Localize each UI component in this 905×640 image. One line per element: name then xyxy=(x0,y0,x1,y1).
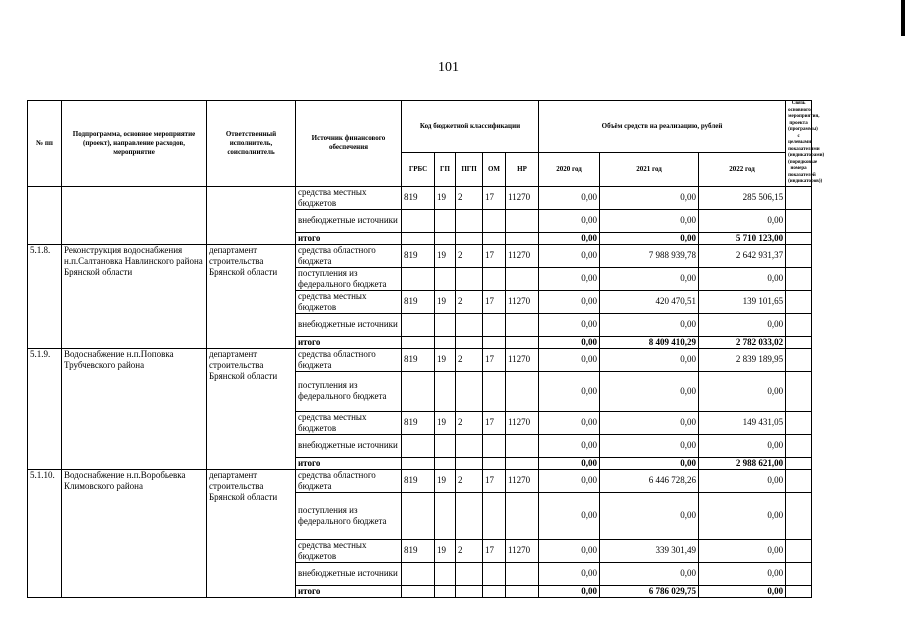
cell-y2022: 2 782 033,02 xyxy=(699,336,786,348)
header-2021: 2021 год xyxy=(600,153,699,186)
cell-y2021: 0,00 xyxy=(600,411,699,434)
cell-y2021: 0,00 xyxy=(600,457,699,469)
header-source: Источник финансового обеспечения xyxy=(296,101,402,187)
cell-y2020: 0,00 xyxy=(539,336,600,348)
cell-source: средства областного бюджета xyxy=(296,348,402,371)
cell-om xyxy=(483,232,506,244)
cell-link xyxy=(786,313,812,336)
cell-source: внебюджетные источники xyxy=(296,434,402,457)
cell-y2020: 0,00 xyxy=(539,232,600,244)
cell-om: 17 xyxy=(483,348,506,371)
cell-link xyxy=(786,336,812,348)
cell-gp xyxy=(435,232,456,244)
cell-y2021: 0,00 xyxy=(600,492,699,539)
cell-gp xyxy=(435,336,456,348)
cell-source: средства областного бюджета xyxy=(296,469,402,492)
cell-y2021: 6 446 728,26 xyxy=(600,469,699,492)
cell-grbs xyxy=(402,232,435,244)
cell-pgp: 2 xyxy=(456,539,483,562)
cell-nr xyxy=(506,434,539,457)
cell-y2020: 0,00 xyxy=(539,348,600,371)
cell-pgp: 2 xyxy=(456,411,483,434)
header-om: ОМ xyxy=(483,153,506,186)
cell-om xyxy=(483,209,506,232)
header-volume: Объём средств на реализацию, рублей xyxy=(539,101,786,153)
cell-y2021: 7 988 939,78 xyxy=(600,244,699,267)
cell-y2021: 420 470,51 xyxy=(600,290,699,313)
cell-nr xyxy=(506,457,539,469)
cell-nr: 11270 xyxy=(506,469,539,492)
cell-grbs: 819 xyxy=(402,539,435,562)
cell-link xyxy=(786,290,812,313)
cell-pgp: 2 xyxy=(456,244,483,267)
cell-y2021: 0,00 xyxy=(600,313,699,336)
cell-source: внебюджетные источники xyxy=(296,209,402,232)
cell-pgp xyxy=(456,585,483,597)
cell-source: поступления из федерального бюджета xyxy=(296,492,402,539)
cell-gp xyxy=(435,434,456,457)
cell-y2020: 0,00 xyxy=(539,411,600,434)
cell-om xyxy=(483,371,506,411)
header-pgp: ПГП xyxy=(456,153,483,186)
cell-y2022: 0,00 xyxy=(699,209,786,232)
cell-gp: 19 xyxy=(435,411,456,434)
cell-link xyxy=(786,267,812,290)
cell-nr: 11270 xyxy=(506,244,539,267)
cell-y2021: 0,00 xyxy=(600,348,699,371)
cell-nr xyxy=(506,336,539,348)
cell-nr: 11270 xyxy=(506,539,539,562)
cell-nr: 11270 xyxy=(506,186,539,209)
cell-om xyxy=(483,562,506,585)
cell-y2022: 149 431,05 xyxy=(699,411,786,434)
header-gp: ГП xyxy=(435,153,456,186)
cell-y2022: 0,00 xyxy=(699,562,786,585)
cell-nr xyxy=(506,585,539,597)
cell-y2020: 0,00 xyxy=(539,469,600,492)
cell-y2020: 0,00 xyxy=(539,244,600,267)
cell-y2020: 0,00 xyxy=(539,186,600,209)
cell-y2022: 0,00 xyxy=(699,267,786,290)
cell-link xyxy=(786,539,812,562)
cell-gp xyxy=(435,371,456,411)
cell-y2021: 0,00 xyxy=(600,371,699,411)
cell-y2020: 0,00 xyxy=(539,562,600,585)
cell-program: Водоснабжение н.п.Воробьевка Климовского района xyxy=(62,469,207,597)
cell-y2022: 0,00 xyxy=(699,585,786,597)
cell-link xyxy=(786,209,812,232)
cell-om xyxy=(483,457,506,469)
cell-grbs xyxy=(402,371,435,411)
cell-num: 5.1.9. xyxy=(28,348,62,469)
cell-y2021: 0,00 xyxy=(600,186,699,209)
header-num: № пп xyxy=(28,101,62,187)
cell-om: 17 xyxy=(483,186,506,209)
cell-y2020: 0,00 xyxy=(539,371,600,411)
cell-y2021: 6 786 029,75 xyxy=(600,585,699,597)
cell-grbs xyxy=(402,209,435,232)
table-row xyxy=(28,469,812,492)
cell-y2021: 0,00 xyxy=(600,209,699,232)
cell-gp: 19 xyxy=(435,186,456,209)
cell-nr: 11270 xyxy=(506,348,539,371)
cell-link xyxy=(786,411,812,434)
table-body xyxy=(28,186,812,597)
cell-y2020: 0,00 xyxy=(539,539,600,562)
cell-om: 17 xyxy=(483,539,506,562)
cell-pgp xyxy=(456,492,483,539)
cell-om: 17 xyxy=(483,244,506,267)
cell-y2022: 0,00 xyxy=(699,434,786,457)
cell-grbs: 819 xyxy=(402,290,435,313)
cell-y2022: 0,00 xyxy=(699,539,786,562)
cell-source: средства местных бюджетов xyxy=(296,186,402,209)
cell-source: средства местных бюджетов xyxy=(296,411,402,434)
cell-link xyxy=(786,457,812,469)
cell-link xyxy=(786,186,812,209)
cell-pgp xyxy=(456,371,483,411)
header-link: Связь основного мероприятия, проекта (программы) с целевыми показателями (индикаторами) (порядковые номера показателей (индикаторов)) xyxy=(786,101,812,187)
cell-grbs xyxy=(402,336,435,348)
cell-gp: 19 xyxy=(435,539,456,562)
table-row xyxy=(28,244,812,267)
header-budget-code: Код бюджетной классификации xyxy=(402,101,539,153)
cell-source: внебюджетные источники xyxy=(296,562,402,585)
cell-link xyxy=(786,371,812,411)
cell-y2020: 0,00 xyxy=(539,209,600,232)
cell-grbs: 819 xyxy=(402,244,435,267)
cell-y2022: 5 710 123,00 xyxy=(699,232,786,244)
table-row xyxy=(28,348,812,371)
cell-gp xyxy=(435,209,456,232)
cell-executor: департамент строительства Брянской области xyxy=(207,348,296,469)
cell-y2022: 139 101,65 xyxy=(699,290,786,313)
cell-num: 5.1.8. xyxy=(28,244,62,348)
cell-nr xyxy=(506,371,539,411)
cell-nr xyxy=(506,562,539,585)
cell-source: средства областного бюджета xyxy=(296,244,402,267)
cell-grbs xyxy=(402,457,435,469)
cell-nr: 11270 xyxy=(506,290,539,313)
cell-pgp xyxy=(456,209,483,232)
cell-y2020: 0,00 xyxy=(539,313,600,336)
cell-link xyxy=(786,348,812,371)
cell-grbs xyxy=(402,585,435,597)
cell-y2021: 0,00 xyxy=(600,562,699,585)
cell-y2020: 0,00 xyxy=(539,457,600,469)
cell-nr: 11270 xyxy=(506,411,539,434)
cell-executor: департамент строительства Брянской области xyxy=(207,244,296,348)
cell-pgp xyxy=(456,434,483,457)
cell-executor xyxy=(207,186,296,244)
cell-y2022: 2 642 931,37 xyxy=(699,244,786,267)
cell-link xyxy=(786,469,812,492)
cell-pgp xyxy=(456,267,483,290)
cell-source: итого xyxy=(296,585,402,597)
cell-y2022: 0,00 xyxy=(699,313,786,336)
cell-source: поступления из федерального бюджета xyxy=(296,371,402,411)
cell-om xyxy=(483,267,506,290)
cell-pgp: 2 xyxy=(456,469,483,492)
cell-y2021: 339 301,49 xyxy=(600,539,699,562)
cell-y2022: 0,00 xyxy=(699,492,786,539)
cell-pgp xyxy=(456,457,483,469)
cell-om xyxy=(483,434,506,457)
cell-grbs xyxy=(402,492,435,539)
cell-y2022: 285 506,15 xyxy=(699,186,786,209)
cell-pgp xyxy=(456,336,483,348)
cell-y2021: 0,00 xyxy=(600,267,699,290)
cell-y2020: 0,00 xyxy=(539,290,600,313)
cell-pgp xyxy=(456,313,483,336)
cell-pgp: 2 xyxy=(456,348,483,371)
table-row xyxy=(28,186,812,209)
cell-source: итого xyxy=(296,232,402,244)
cell-executor: департамент строительства Брянской области xyxy=(207,469,296,597)
cell-gp xyxy=(435,267,456,290)
header-nr: НР xyxy=(506,153,539,186)
cell-y2020: 0,00 xyxy=(539,267,600,290)
cell-link xyxy=(786,562,812,585)
cell-gp xyxy=(435,562,456,585)
header-2022: 2022 год xyxy=(699,153,786,186)
page-number: 101 xyxy=(438,60,459,75)
cell-grbs: 819 xyxy=(402,348,435,371)
cell-link xyxy=(786,244,812,267)
cell-y2021: 0,00 xyxy=(600,232,699,244)
cell-grbs: 819 xyxy=(402,411,435,434)
cell-nr xyxy=(506,313,539,336)
cell-source: итого xyxy=(296,457,402,469)
cell-y2021: 8 409 410,29 xyxy=(600,336,699,348)
cell-source: внебюджетные источники xyxy=(296,313,402,336)
cell-grbs: 819 xyxy=(402,469,435,492)
cell-y2022: 0,00 xyxy=(699,371,786,411)
cell-link xyxy=(786,492,812,539)
cell-nr xyxy=(506,267,539,290)
cell-gp xyxy=(435,492,456,539)
budget-table xyxy=(27,100,825,598)
cell-om xyxy=(483,336,506,348)
cell-grbs xyxy=(402,313,435,336)
cell-grbs xyxy=(402,562,435,585)
cell-nr xyxy=(506,232,539,244)
cell-y2020: 0,00 xyxy=(539,585,600,597)
cell-link xyxy=(786,232,812,244)
cell-grbs xyxy=(402,267,435,290)
cell-program: Реконструкция водоснабжения н.п.Салтановка Навлинского района Брянской области xyxy=(62,244,207,348)
cell-y2022: 2 839 189,95 xyxy=(699,348,786,371)
cell-om: 17 xyxy=(483,469,506,492)
cell-y2020: 0,00 xyxy=(539,434,600,457)
cell-link xyxy=(786,434,812,457)
cell-num: 5.1.10. xyxy=(28,469,62,597)
cell-om: 17 xyxy=(483,411,506,434)
cell-program: Водоснабжение н.п.Поповка Трубчевского района xyxy=(62,348,207,469)
cell-pgp: 2 xyxy=(456,186,483,209)
cell-gp: 19 xyxy=(435,348,456,371)
cell-link xyxy=(786,585,812,597)
cell-om xyxy=(483,313,506,336)
cell-gp xyxy=(435,457,456,469)
header-grbs: ГРБС xyxy=(402,153,435,186)
cell-y2021: 0,00 xyxy=(600,434,699,457)
cell-num xyxy=(28,186,62,244)
cell-gp: 19 xyxy=(435,244,456,267)
cell-y2022: 0,00 xyxy=(699,469,786,492)
cell-om xyxy=(483,585,506,597)
cell-om xyxy=(483,492,506,539)
cell-pgp xyxy=(456,232,483,244)
cell-gp xyxy=(435,313,456,336)
cell-source: средства местных бюджетов xyxy=(296,290,402,313)
cell-nr xyxy=(506,492,539,539)
header-program: Подпрограмма, основное мероприятие (проект), направление расходов, мероприятие xyxy=(62,101,207,187)
cell-pgp: 2 xyxy=(456,290,483,313)
cell-y2022: 2 988 621,00 xyxy=(699,457,786,469)
cell-source: итого xyxy=(296,336,402,348)
cell-grbs xyxy=(402,434,435,457)
header-executor: Ответственный исполнитель, соисполнитель xyxy=(207,101,296,187)
cell-gp xyxy=(435,585,456,597)
cell-y2020: 0,00 xyxy=(539,492,600,539)
cell-nr xyxy=(506,209,539,232)
cell-om: 17 xyxy=(483,290,506,313)
cell-program xyxy=(62,186,207,244)
cell-source: поступления из федерального бюджета xyxy=(296,267,402,290)
cell-gp: 19 xyxy=(435,469,456,492)
cell-gp: 19 xyxy=(435,290,456,313)
header-2020: 2020 год xyxy=(539,153,600,186)
cell-pgp xyxy=(456,562,483,585)
cell-grbs: 819 xyxy=(402,186,435,209)
cell-source: средства местных бюджетов xyxy=(296,539,402,562)
page-edge-mark xyxy=(901,0,905,36)
